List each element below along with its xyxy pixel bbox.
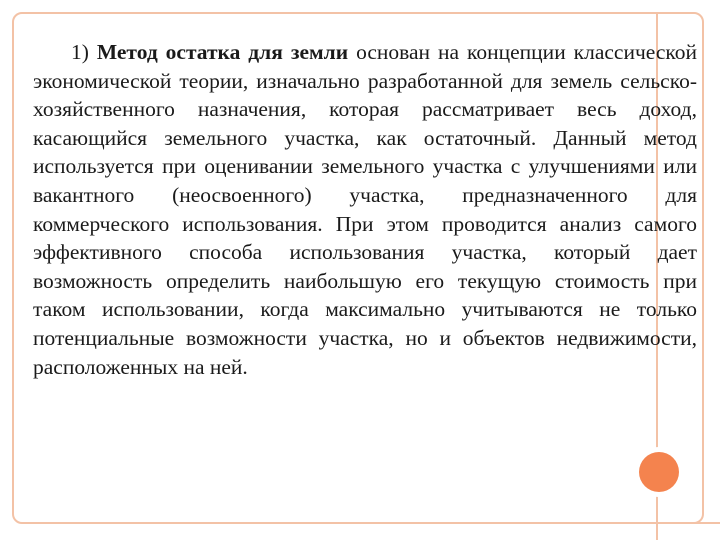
item-number: 1) [71, 40, 89, 64]
paragraph-body: основан на концепции классической экономической теории, изначально разработанной для земель сельско-хозяйственного назначения, которая рассматривает весь доход, касающийся земельного участка, как остаточный. Данный метод используется при оценивании земельного участка с улучшениями или вакантного (неосвоенного) участка, предназначенного для коммерческого использования. При этом проводится анализ самого эффективного способа использования участка, который дает возможность определить наибольшую его текущую стоимость при таком использовании, когда максимально учитываются не только потенциальные возможности участка, но и объектов недвижимости, расположенных на ней. [33, 40, 697, 379]
accent-circle [639, 452, 679, 492]
paragraph [33, 38, 697, 381]
bottom-divider-line [656, 522, 720, 524]
term-heading: Метод остатка для земли [96, 40, 349, 64]
